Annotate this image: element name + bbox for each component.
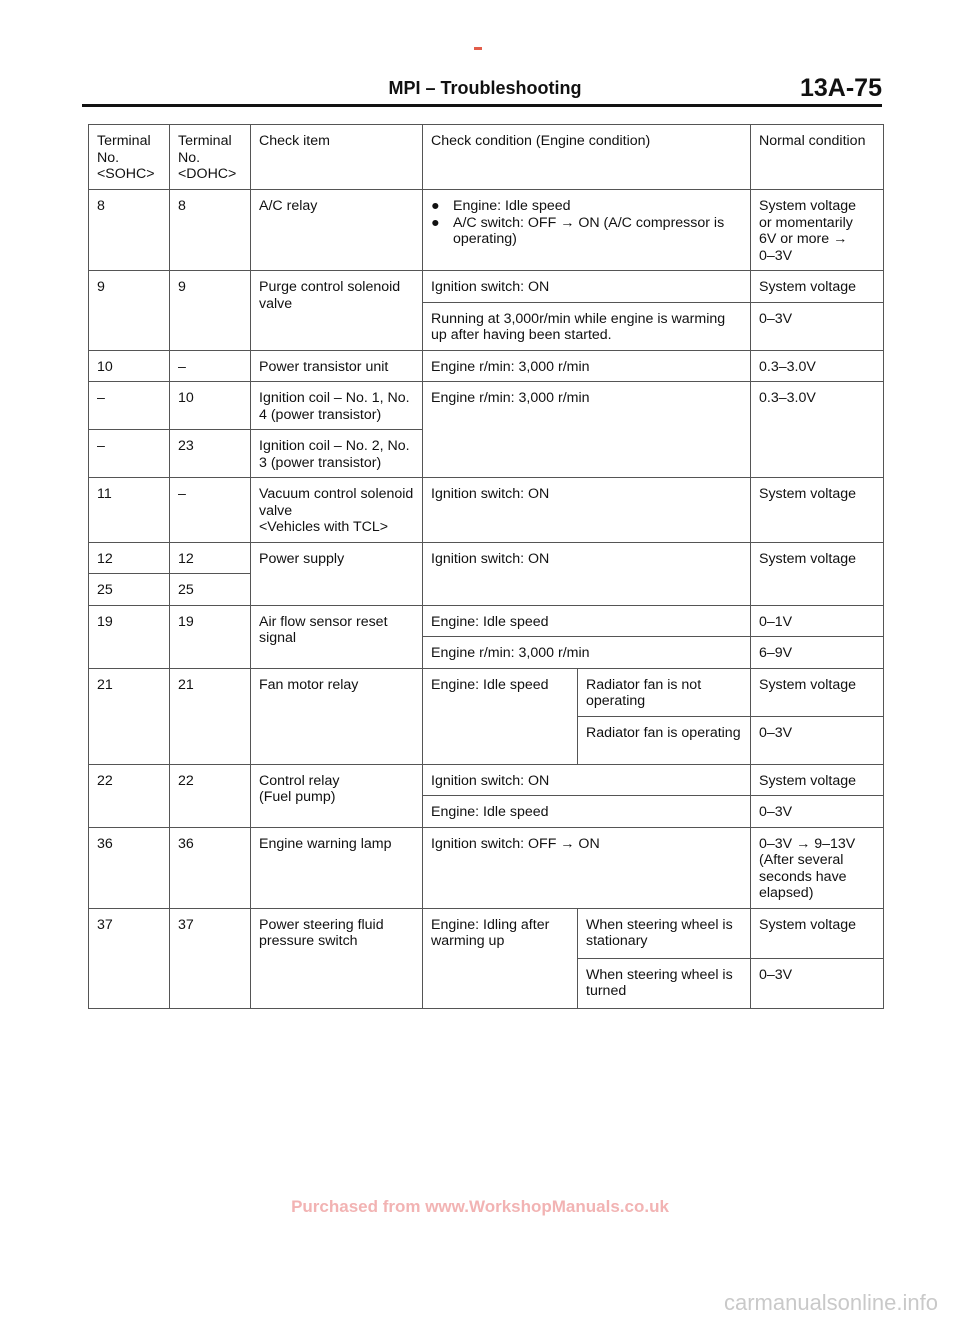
cell-check-item: Fan motor relay <box>251 668 423 764</box>
cell-sohc: 36 <box>89 827 170 908</box>
cell-dohc: – <box>170 350 251 382</box>
cell-check-item: Ignition coil – No. 2, No. 3 (power transistor) <box>251 430 423 478</box>
cell-normal: System voltage <box>751 478 884 543</box>
cell-normal: System voltage <box>751 542 884 605</box>
cell-sohc: 22 <box>89 764 170 827</box>
cell-sohc: 9 <box>89 271 170 351</box>
cell-dohc: 36 <box>170 827 251 908</box>
cell-dohc: 8 <box>170 190 251 271</box>
cell-normal: System voltage <box>751 668 884 716</box>
cell-dohc: 22 <box>170 764 251 827</box>
footer-credit: Purchased from www.WorkshopManuals.co.uk <box>291 1197 669 1216</box>
table-row <box>89 478 884 543</box>
cell-normal: System voltage or momentarily 6V or more → 0–3V <box>751 190 884 271</box>
cell-dohc: 9 <box>170 271 251 351</box>
cell-check-item: Air flow sensor reset signal <box>251 605 423 668</box>
header-rule <box>82 104 882 107</box>
col-head-normal-condition: Normal condition <box>751 125 884 190</box>
page-title: MPI – Troubleshooting <box>388 78 582 98</box>
cell-sohc: 19 <box>89 605 170 668</box>
table-row <box>89 271 884 303</box>
cell-condition: Engine: Idle speed <box>423 796 751 828</box>
cell-check-item: Purge control solenoid valve <box>251 271 423 351</box>
cell-check-item: A/C relay <box>251 190 423 271</box>
cell-condition: Ignition switch: OFF → ON <box>423 827 751 908</box>
cell-condition: Engine: Idle speed Radiator fan is not operating Radiator fan is operating <box>423 668 751 764</box>
cell-condition: Engine r/min: 3,000 r/min <box>423 637 751 669</box>
cell-sohc: 10 <box>89 350 170 382</box>
cell-condition: Ignition switch: ON <box>423 271 751 303</box>
table-row <box>89 908 884 958</box>
cell-dohc: 19 <box>170 605 251 668</box>
page-number: 13A-75 <box>800 74 882 102</box>
decorative-tick <box>474 47 482 50</box>
cell-check-item: Vacuum control solenoid valve <Vehicles with TCL> <box>251 478 423 543</box>
cell-sohc: – <box>89 382 170 430</box>
cell-check-item: Control relay (Fuel pump) <box>251 764 423 827</box>
bullet-icon: ● <box>431 214 440 231</box>
cell-sohc: 25 <box>89 574 170 606</box>
cell-condition: Ignition switch: ON <box>423 542 751 605</box>
table-row <box>89 382 884 430</box>
cell-check-item: Power transistor unit <box>251 350 423 382</box>
cell-sohc: 21 <box>89 668 170 764</box>
table-row <box>89 764 884 796</box>
cell-normal: 0–3V <box>751 302 884 350</box>
table-row <box>89 827 884 908</box>
cell-dohc: 10 <box>170 382 251 430</box>
troubleshooting-table <box>88 124 884 1009</box>
cell-dohc: – <box>170 478 251 543</box>
watermark: carmanualsonline.info <box>723 1290 938 1315</box>
cell-normal: 0–3V <box>751 958 884 1008</box>
cell-dohc: 37 <box>170 908 251 1008</box>
cell-check-item: Power supply <box>251 542 423 605</box>
page-header <box>88 76 882 106</box>
cell-sohc: 37 <box>89 908 170 1008</box>
cell-dohc: 25 <box>170 574 251 606</box>
cell-dohc: 23 <box>170 430 251 478</box>
cell-normal: 0–3V <box>751 796 884 828</box>
cell-normal: System voltage <box>751 271 884 303</box>
cell-normal: 6–9V <box>751 637 884 669</box>
cell-dohc: 21 <box>170 668 251 764</box>
col-head-terminal-dohc: Terminal No. <DOHC> <box>170 125 251 190</box>
col-head-check-item: Check item <box>251 125 423 190</box>
cell-normal: System voltage <box>751 908 884 958</box>
cell-dohc: 12 <box>170 542 251 574</box>
cell-condition: ● Engine: Idle speed ● A/C switch: OFF → ON (A/C compressor is operating) <box>423 190 751 271</box>
table-row <box>89 542 884 574</box>
bullet-icon: ● <box>431 198 440 214</box>
table-row <box>89 668 884 716</box>
cell-normal: 0–1V <box>751 605 884 637</box>
col-head-terminal-sohc: Terminal No. <SOHC> <box>89 125 170 190</box>
col-head-check-condition: Check condition (Engine condition) <box>423 125 751 190</box>
cell-check-item: Ignition coil – No. 1, No. 4 (power transistor) <box>251 382 423 430</box>
cell-normal: 0–3V → 9–13V (After several seconds have elapsed) <box>751 827 884 908</box>
cell-normal: 0.3–3.0V <box>751 382 884 478</box>
cell-sohc: 12 <box>89 542 170 574</box>
cell-condition: Ignition switch: ON <box>423 764 751 796</box>
cell-condition: Ignition switch: ON <box>423 478 751 543</box>
cell-condition: Engine: Idling after warming up When steering wheel is stationary When steering wheel is turned <box>423 908 751 1008</box>
cell-sohc: – <box>89 430 170 478</box>
cell-sohc: 8 <box>89 190 170 271</box>
cell-condition: Engine r/min: 3,000 r/min <box>423 350 751 382</box>
cell-normal: 0–3V <box>751 716 884 764</box>
cell-check-item: Power steering fluid pressure switch <box>251 908 423 1008</box>
cell-sohc: 11 <box>89 478 170 543</box>
table-row <box>89 350 884 382</box>
table-header-row <box>89 125 884 190</box>
cell-condition: Engine r/min: 3,000 r/min <box>423 382 751 478</box>
table-row <box>89 190 884 271</box>
cell-normal: 0.3–3.0V <box>751 350 884 382</box>
cell-normal: System voltage <box>751 764 884 796</box>
cell-condition: Running at 3,000r/min while engine is warming up after having been started. <box>423 302 751 350</box>
table-row <box>89 605 884 637</box>
cell-condition: Engine: Idle speed <box>423 605 751 637</box>
cell-check-item: Engine warning lamp <box>251 827 423 908</box>
